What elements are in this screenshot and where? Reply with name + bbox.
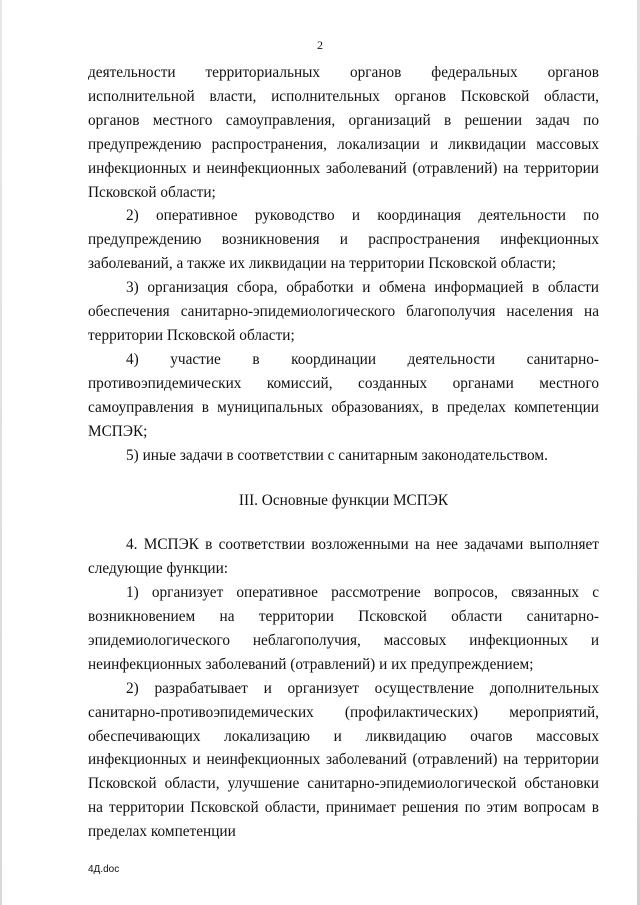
paragraph-function-2: 2) разрабатывает и организует осуществление дополнительных санитарно-противоэпидемических (профилактических) мероприятий, обеспечивающих локализацию и ликвидацию очагов массовых инфекционных и неинфекционных заболеваний (отравлений) на территории Псковской области, улучшение санитарно-эпидемиологической обстановки на территории Псковской области, принимает решения по этим вопросам в пределах компетенции xyxy=(88,679,599,841)
paragraph-task-5: 5) иные задачи в соответствии с санитарным законодательством. xyxy=(126,446,548,464)
paragraph-task-2: 2) оперативное руководство и координация деятельности по предупреждению возникновения и распространения инфекционных заболеваний, а также их ликвидации на территории Псковской области; xyxy=(88,207,599,273)
scan-edge-left xyxy=(0,0,2,905)
paragraph-functions-intro: 4. МСПЭК в соответствии возложенными на нее задачами выполняет следующие функции: xyxy=(88,536,599,578)
page-number: 2 xyxy=(317,38,323,52)
paragraph-task-4: 4) участие в координации деятельности санитарно-противоэпидемических комиссий, созданных органами местного самоуправления в муниципальных образованиях, в пределах компетенции МСПЭК; xyxy=(88,350,599,440)
paragraph-continuation: деятельности территориальных органов федеральных органов исполнительной власти, исполнительных органов Псковской области, органов местного самоуправления, организаций в решении задач по предупреждению распространения, локализации и ликвидации массовых инфекционных и неинфекционных заболеваний (отравлений) на территории Псковской области; xyxy=(88,64,599,201)
document-body xyxy=(88,61,599,844)
section-heading: III. Основные функции МСПЭК xyxy=(238,492,449,510)
paragraph-function-1: 1) организует оперативное рассмотрение вопросов, связанных с возникновением на территории Псковской области санитарно-эпидемиологического неблагополучия, массовых инфекционных и неинфекционных заболеваний (отравлений) и их предупреждением; xyxy=(88,584,599,673)
paragraph-task-3: 3) организация сбора, обработки и обмена информацией в области обеспечения санитарно-эпидемиологического благополучия населения на территории Псковской области; xyxy=(88,279,599,344)
file-name-footer: 4Д.doc xyxy=(88,864,120,875)
